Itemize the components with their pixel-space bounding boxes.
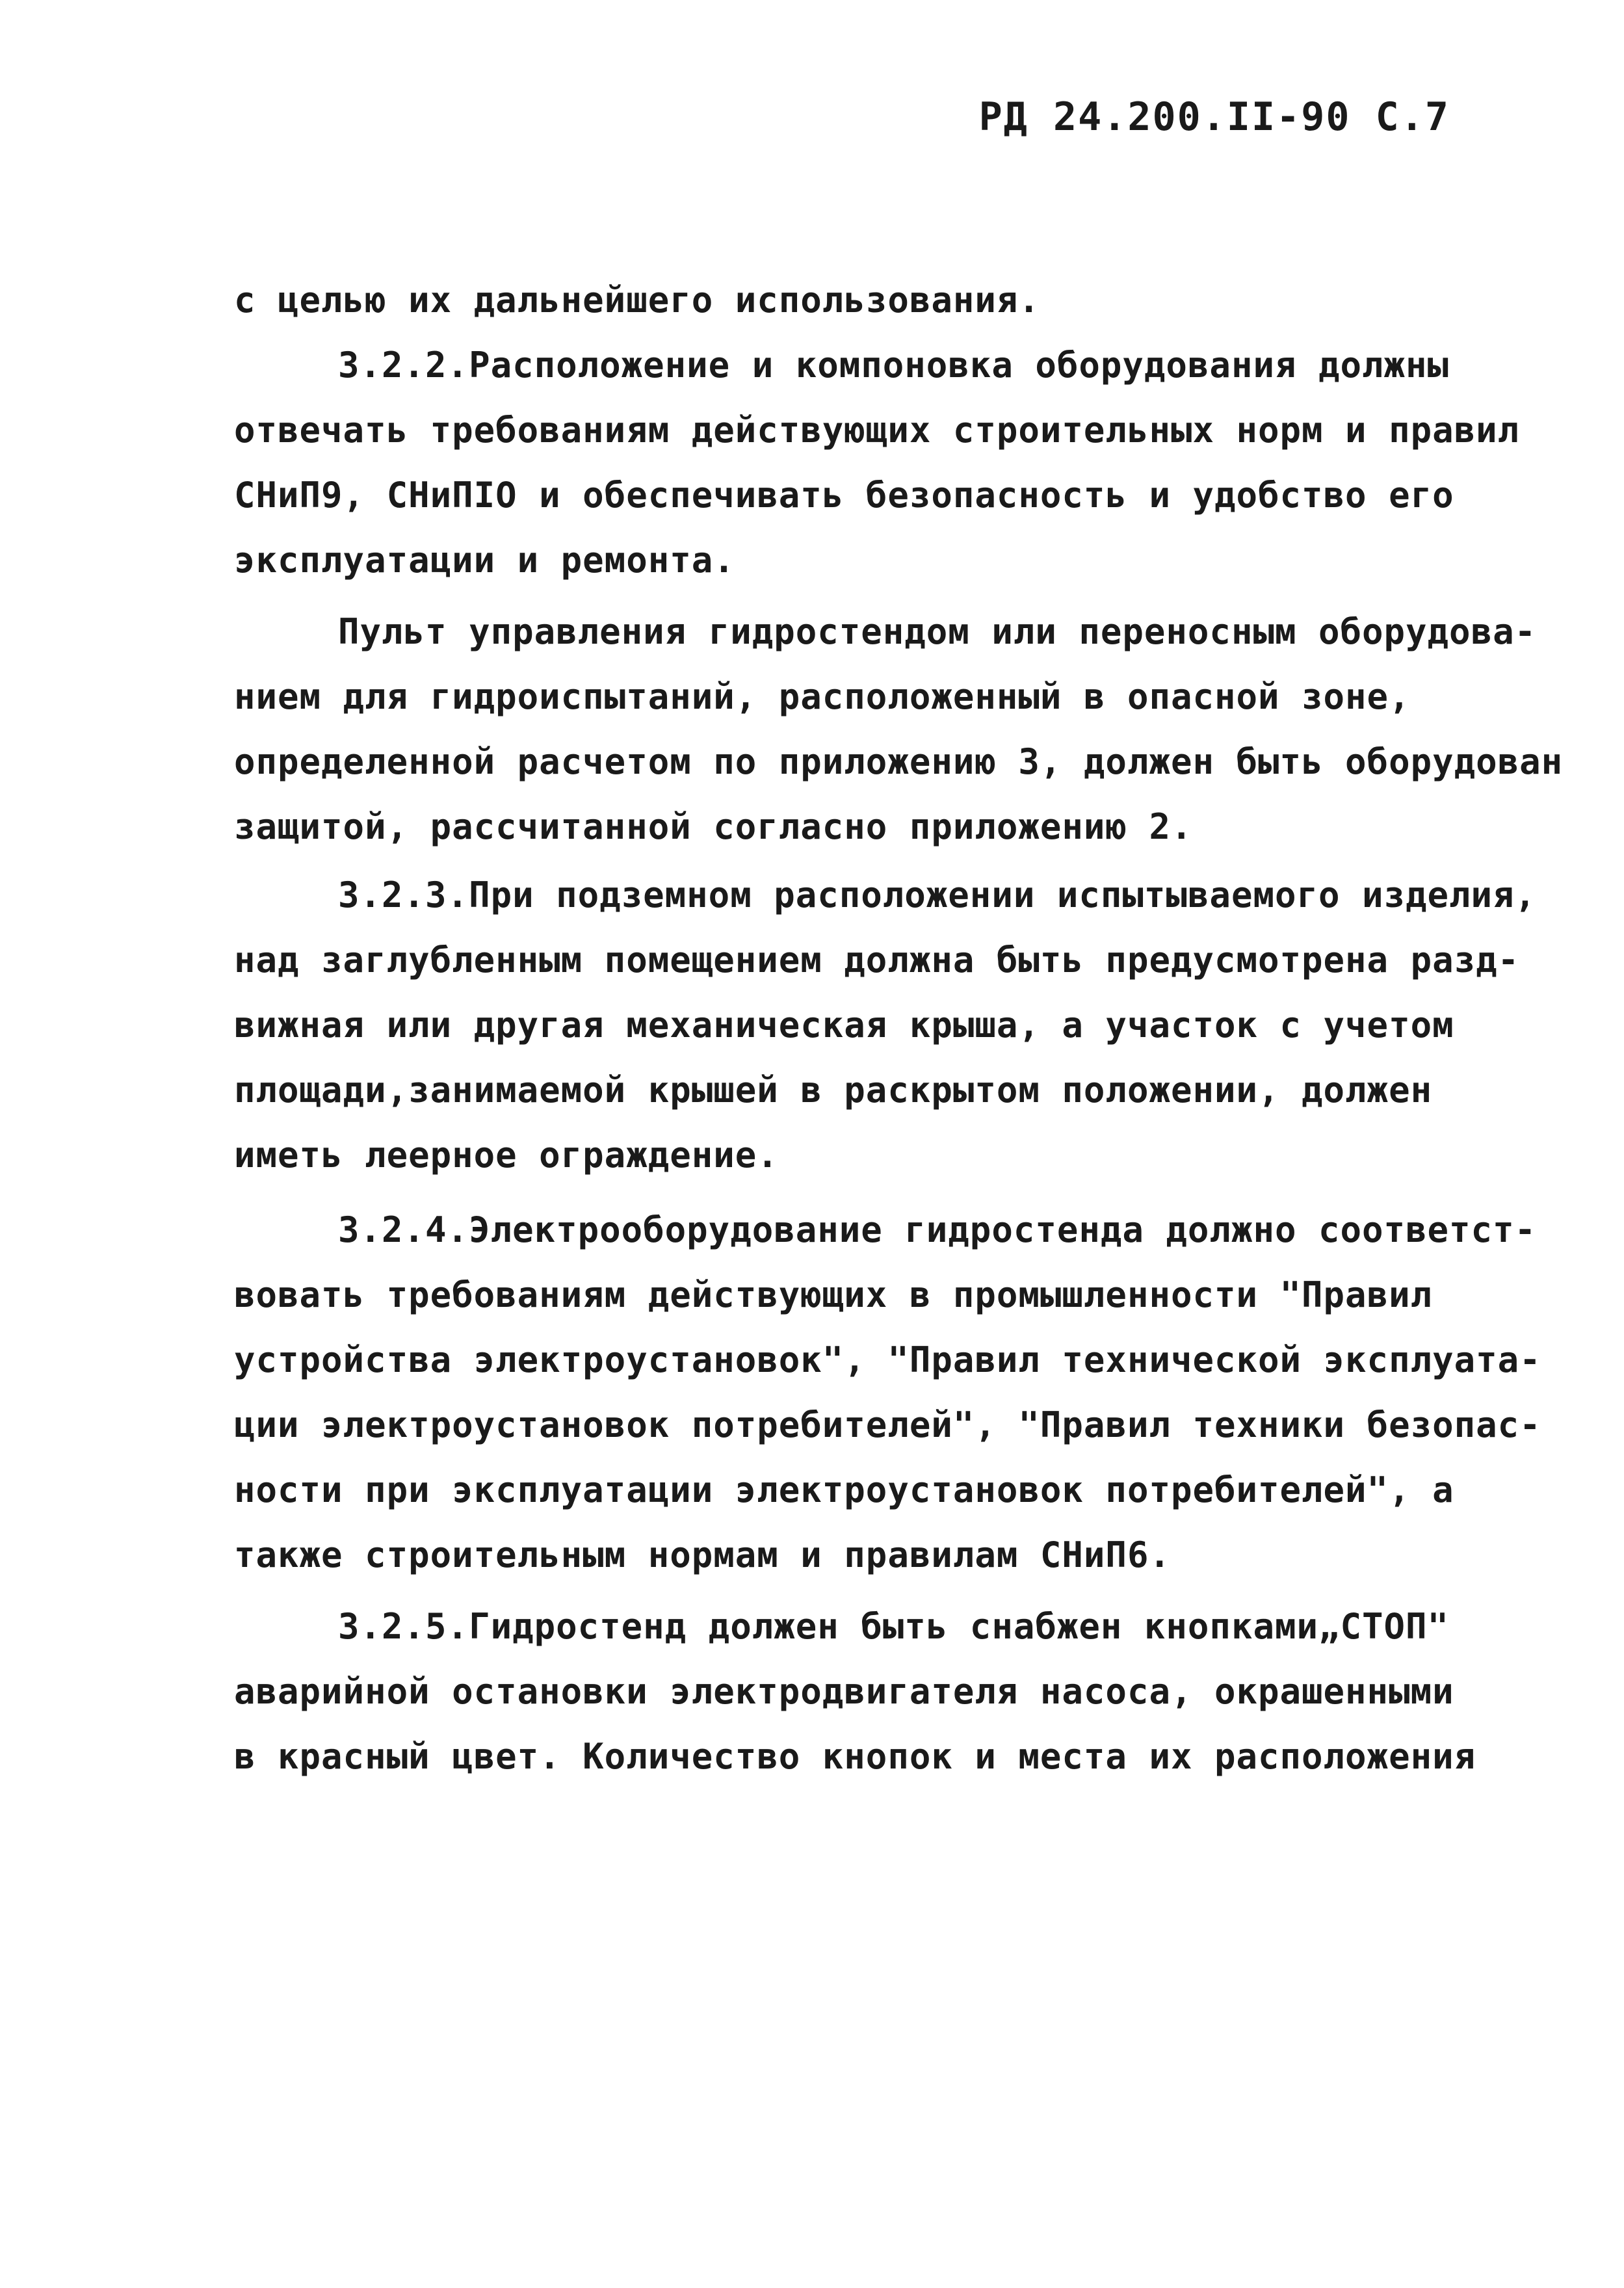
text-line: 3.2.5.Гидростенд должен быть снабжен кнопками„СТОП"	[338, 1606, 1450, 1647]
text-line: 3.2.4.Электрооборудование гидростенда должно соответст-	[338, 1209, 1537, 1250]
text-line: ции электроустановок потребителей", "Правил техники безопас-	[234, 1404, 1541, 1445]
text-line: аварийной остановки электродвигателя насоса, окрашенными	[234, 1671, 1454, 1712]
text-line: отвечать требованиям действующих строительных норм и правил	[234, 410, 1520, 451]
text-line: нием для гидроиспытаний, расположенный в опасной зоне,	[234, 676, 1411, 717]
text-line: эксплуатации и ремонта.	[234, 540, 735, 581]
text-line: иметь леерное ограждение.	[234, 1135, 779, 1176]
text-line: защитой, рассчитанной согласно приложению 2.	[234, 806, 1193, 847]
text-line: Пульт управления гидростендом или переносным оборудова-	[338, 611, 1537, 652]
text-line: с целью их дальнейшего использования.	[234, 280, 1040, 321]
text-line: СНиП9, СНиПIО и обеспечивать безопасность и удобство его	[234, 475, 1454, 516]
text-line: вовать требованиям действующих в промышленности "Правил	[234, 1274, 1433, 1315]
text-line: определенной расчетом по приложению 3, должен быть оборудован	[234, 741, 1564, 782]
text-line: площади,занимаемой крышей в раскрытом положении, должен	[234, 1070, 1433, 1111]
text-line: 3.2.2.Расположение и компоновка оборудования должны	[338, 345, 1450, 386]
text-line: устройства электроустановок", "Правил технической эксплуата-	[234, 1339, 1541, 1380]
page-header: РД 24.200.II-90 С.7	[978, 94, 1450, 140]
text-line: также строительным нормам и правилам СНиП6.	[234, 1534, 1171, 1575]
text-line: ности при эксплуатации электроустановок потребителей", а	[234, 1469, 1454, 1510]
text-line: в красный цвет. Количество кнопок и места их расположения	[234, 1736, 1476, 1777]
text-line: вижная или другая механическая крыша, а участок с учетом	[234, 1005, 1454, 1045]
text-line: над заглубленным помещением должна быть предусмотрена разд-	[234, 940, 1520, 980]
text-line: 3.2.3.При подземном расположении испытываемого изделия,	[338, 874, 1537, 915]
